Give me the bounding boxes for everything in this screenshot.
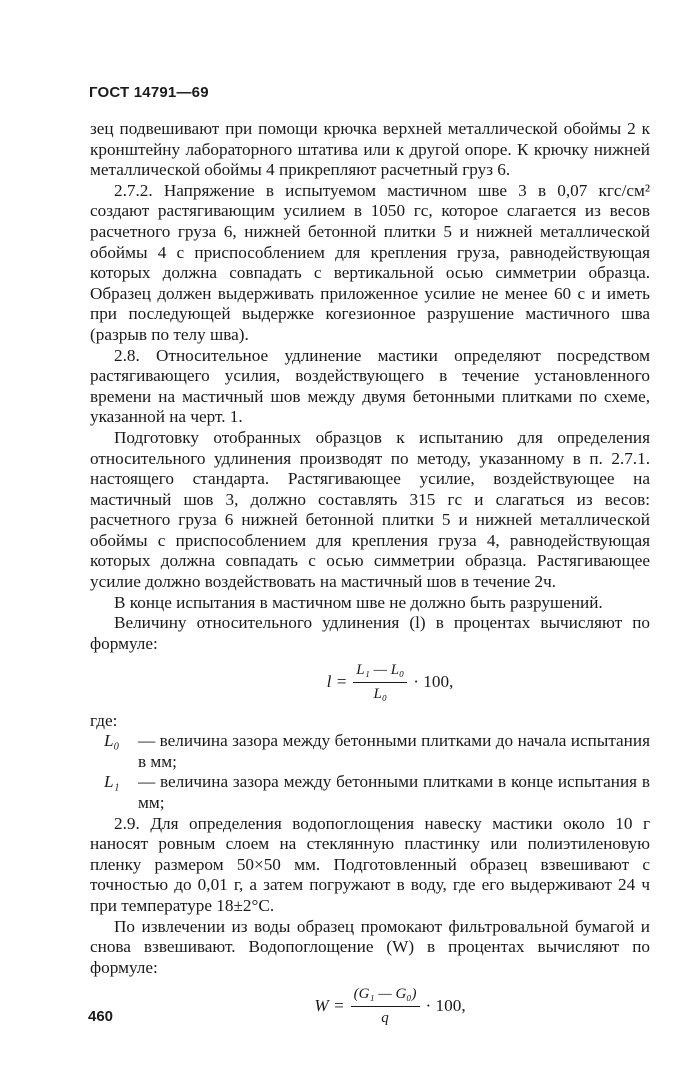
paragraph-2-7-2: 2.7.2. Напряжение в испытуемом мастичном шве 3 в 0,07 кгс/см² создают растягивающим усилием в 1050 гс, которое слагается из весов расчетного груза 6, нижней бетонной плитки 5 и нижней металлической обоймы 4 с приспособлением для крепления груза, равнодействующая которых должна совпадать с вертикальной осью симметрии образца. Образец должен выдерживать приложенное усилие не менее 60 с и иметь при последующей выдержке когезионное разрушение мастичного шва (разрыв по телу шва). bbox=[90, 180, 650, 344]
paragraph-2-8: 2.8. Относительное удлинение мастики определяют посредством растягивающего усилия, воздействующего в течение установленного времени на мастичный шов между двумя бетонными плитками по схеме, указанной на черт. 1. bbox=[90, 345, 650, 427]
water-absorption-formula bbox=[130, 984, 650, 1028]
where-label: где: bbox=[90, 710, 118, 730]
paragraph-elongation-formula-intro: Величину относительного удлинения (l) в процентах вычисляют по формуле: bbox=[90, 613, 650, 653]
definition-text: — величина зазора между бетонными плитками в конце испытания в мм; bbox=[138, 772, 650, 812]
formula-denominator: q bbox=[381, 1009, 389, 1026]
paragraph-preparation: Подготовку отобранных образцов к испытанию для определения относительного удлинения производят по методу, указанному в п. 2.7.1. настоящего стандарта. Растягивающее усилие, воздействующее на мастичный шов 3, должно составлять 315 гс и слагаться из весов: расчетного груза 6 нижней бетонной плитки 5 и нижней металлической обоймы с приспособлением для крепления груза 4, равнодействующая которых должна совпадать с осью симметрии образца. Растягивающее усилие должно воздействовать на мастичный шов в течение 2ч. bbox=[90, 427, 650, 592]
paragraph-2-9: 2.9. Для определения водопоглощения навеску мастики около 10 г наносят ровным слоем на стеклянную пластинку или полиэтиленовую пленку размером 50×50 мм. Подготовленный образец взвешивают с точностью до 0,01 г, а затем погружают в воду, где его выдерживают 24 ч при температуре 18±2°С. bbox=[90, 813, 650, 915]
definition-item bbox=[90, 731, 650, 772]
formula-rhs: · 100, bbox=[413, 672, 454, 692]
formula-lhs: l = bbox=[326, 672, 348, 692]
formula-numerator: (G₁ — G₀) bbox=[351, 984, 420, 1007]
paragraph-continuation: зец подвешивают при помощи крючка верхней металлической обоймы 2 к кронштейну лабораторного штатива или к другой опоре. К крючку нижней металлической обоймы 4 прикрепляют расчетный груз 6. bbox=[90, 119, 650, 180]
definition-item bbox=[90, 772, 650, 813]
definition-symbol: L₀ bbox=[104, 731, 120, 751]
formula-fraction bbox=[351, 984, 420, 1028]
definition-text: — величина зазора между бетонными плитками до начала испытания в мм; bbox=[138, 731, 650, 771]
paragraph-water-absorption-intro: По извлечении из воды образец промокают фильтровальной бумагой и снова взвешивают. Водопоглощение (W) в процентах вычисляют по формуле: bbox=[90, 916, 650, 977]
formula-numerator: L₁ — L₀ bbox=[353, 660, 407, 683]
formula-rhs: · 100, bbox=[425, 996, 466, 1016]
elongation-formula bbox=[130, 660, 650, 704]
formula-fraction bbox=[353, 660, 407, 704]
definitions-list bbox=[90, 731, 650, 813]
page-header: ГОСТ 14791—69 bbox=[89, 84, 209, 101]
page-number: 460 bbox=[88, 1008, 114, 1025]
document-body bbox=[90, 119, 650, 1035]
formula-lhs: W = bbox=[314, 996, 345, 1016]
formula-denominator: L₀ bbox=[373, 686, 388, 703]
definition-symbol: L₁ bbox=[104, 772, 120, 792]
paragraph-end-of-test: В конце испытания в мастичном шве не должно быть разрушений. bbox=[114, 592, 603, 612]
